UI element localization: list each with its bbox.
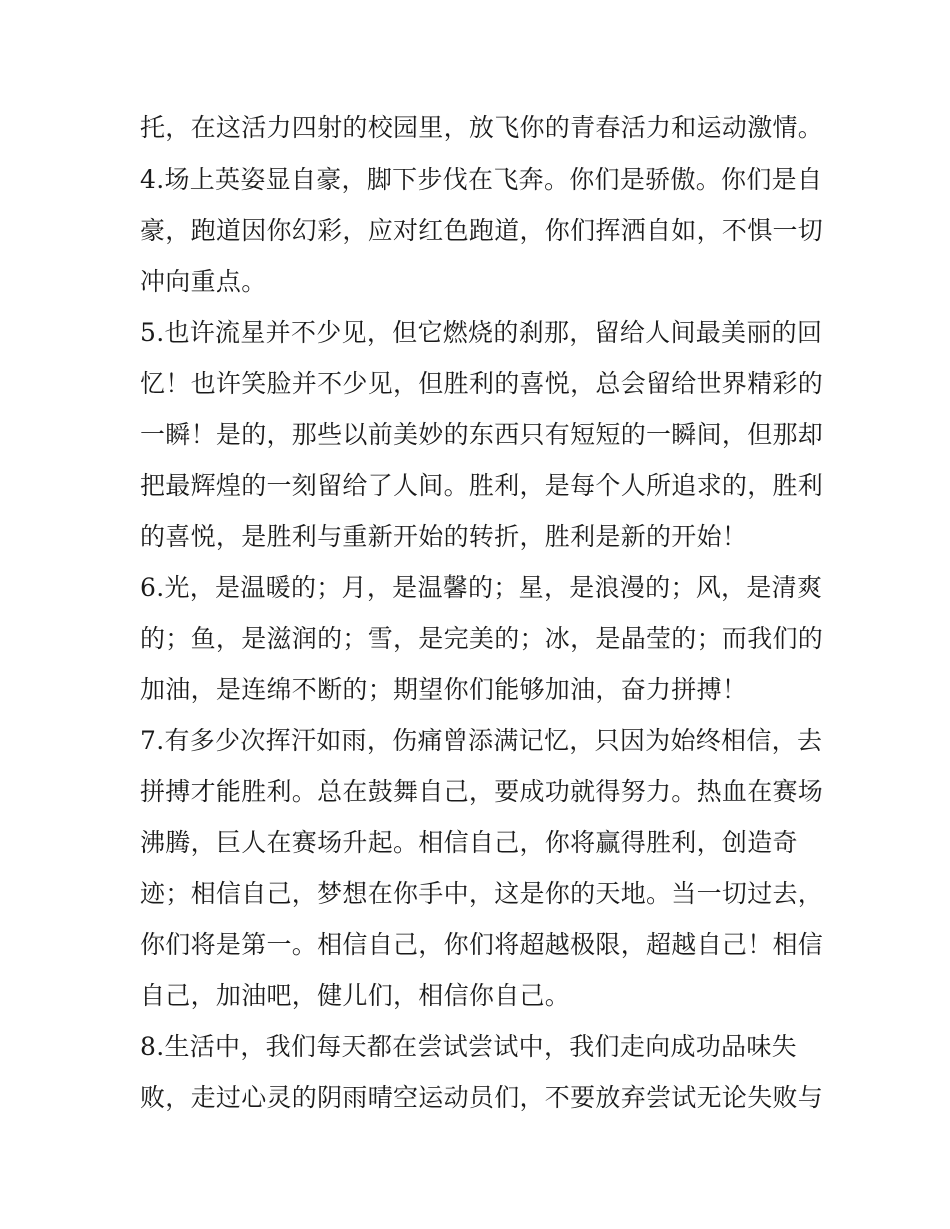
text-line: 4.场上英姿显自豪，脚下步伐在飞奔。你们是骄傲。你们是自 — [140, 165, 823, 194]
text-line: 7.有多少次挥汗如雨，伤痛曾添满记忆，只因为始终相信，去 — [140, 726, 823, 755]
text-line: 6.光，是温暖的；月，是温馨的；星，是浪漫的；风，是清爽 — [140, 573, 823, 602]
text-line: 8.生活中，我们每天都在尝试尝试中，我们走向成功品味失 — [140, 1032, 797, 1061]
text-line: 沸腾，巨人在赛场升起。相信自己，你将赢得胜利，创造奇 — [140, 828, 798, 857]
text-line: 的喜悦，是胜利与重新开始的转折，胜利是新的开始！ — [140, 522, 748, 551]
text-line: 冲向重点。 — [140, 267, 267, 296]
text-line: 5.也许流星并不少见，但它燃烧的刹那，留给人间最美丽的回 — [140, 318, 823, 347]
text-line: 豪，跑道因你幻彩，应对红色跑道，你们挥洒自如，不惧一切 — [140, 216, 824, 245]
text-line: 把最辉煌的一刻留给了人间。胜利，是每个人所追求的，胜利 — [140, 471, 824, 500]
text-line: 拼搏才能胜利。总在鼓舞自己，要成功就得努力。热血在赛场 — [140, 777, 824, 806]
text-line: 一瞬！是的，那些以前美妙的东西只有短短的一瞬间，但那却 — [140, 420, 824, 449]
text-line: 加油，是连绵不断的；期望你们能够加油，奋力拼搏！ — [140, 675, 748, 704]
text-line: 的；鱼，是滋润的；雪，是完美的；冰，是晶莹的；而我们的 — [140, 624, 824, 653]
text-line: 忆！也许笑脸并不少见，但胜利的喜悦，总会留给世界精彩的 — [140, 369, 824, 398]
text-line: 你们将是第一。相信自己，你们将超越极限，超越自己！相信 — [140, 930, 824, 959]
text-line: 托，在这活力四射的校园里，放飞你的青春活力和运动激情。 — [140, 113, 824, 142]
text-line: 自己，加油吧，健儿们，相信你自己。 — [140, 981, 571, 1010]
text-line: 迹；相信自己，梦想在你手中，这是你的天地。当一切过去， — [140, 879, 824, 908]
text-line: 败，走过心灵的阴雨晴空运动员们，不要放弃尝试无论失败与 — [140, 1083, 824, 1112]
